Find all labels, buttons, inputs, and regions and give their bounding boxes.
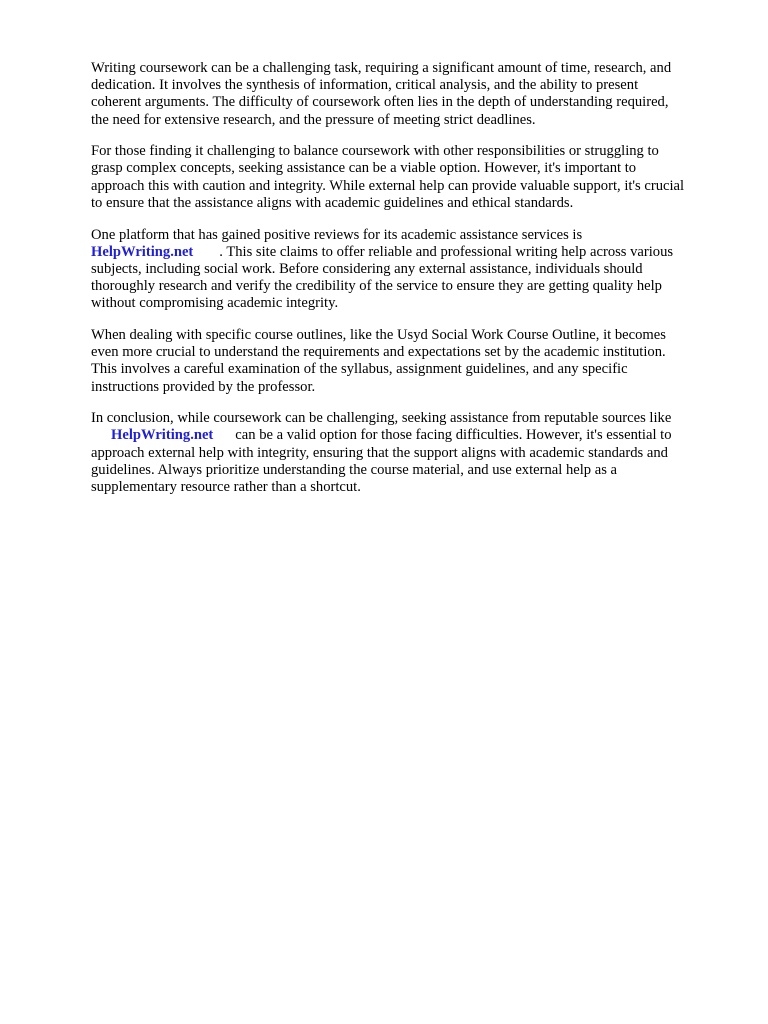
paragraph-conclusion [91, 410, 731, 496]
text-line: When dealing with specific course outlines, like the Usyd Social Work Course Outline, it becomes [91, 326, 666, 343]
text-line: subjects, including social work. Before considering any external assistance, individuals should [91, 260, 643, 277]
text-line: the need for extensive research, and the pressure of meeting strict deadlines. [91, 111, 536, 128]
paragraph-course-outline [91, 327, 731, 396]
text-segment: can be a valid option for those facing difficulties. However, it's essential to [235, 427, 672, 444]
text-line: One platform that has gained positive reviews for its academic assistance services is [91, 226, 583, 243]
text-line [91, 244, 731, 261]
text-line: This involves a careful examination of the syllabus, assignment guidelines, and any specific [91, 361, 628, 378]
text-line: even more crucial to understand the requirements and expectations set by the academic institution. [91, 344, 666, 361]
text-line: thoroughly research and verify the credibility of the service to ensure they are getting quality help [91, 278, 662, 295]
text-line [91, 427, 731, 444]
paragraph-assistance [91, 143, 731, 212]
text-segment: . This site claims to offer reliable and professional writing help across various [219, 243, 674, 260]
helpwriting-link[interactable]: HelpWriting.net [111, 427, 214, 444]
text-line: coherent arguments. The difficulty of coursework often lies in the depth of understanding required, [91, 94, 669, 111]
text-line: grasp complex concepts, seeking assistance can be a viable option. However, it's important to [91, 160, 637, 177]
text-line: approach external help with integrity, ensuring that the support aligns with academic standards and [91, 444, 668, 461]
text-line: Writing coursework can be a challenging task, requiring a significant amount of time, research, and [91, 60, 672, 76]
text-line: In conclusion, while coursework can be challenging, seeking assistance from reputable sources like [91, 410, 672, 427]
text-line: For those finding it challenging to balance coursework with other responsibilities or struggling to [91, 143, 659, 160]
helpwriting-link[interactable]: HelpWriting.net [91, 243, 194, 260]
document-page [91, 60, 731, 511]
text-line: supplementary resource rather than a shortcut. [91, 478, 361, 495]
text-line: guidelines. Always prioritize understanding the course material, and use external help as a [91, 461, 618, 478]
paragraph-platform [91, 227, 731, 313]
text-line: instructions provided by the professor. [91, 378, 316, 395]
text-line: dedication. It involves the synthesis of information, critical analysis, and the ability to present [91, 77, 639, 94]
text-line: approach this with caution and integrity. While external help can provide valuable support, it's crucial [91, 177, 685, 194]
text-line: to ensure that the assistance aligns with academic guidelines and ethical standards. [91, 194, 574, 211]
paragraph-intro [91, 60, 731, 129]
text-line: without compromising academic integrity. [91, 295, 339, 312]
